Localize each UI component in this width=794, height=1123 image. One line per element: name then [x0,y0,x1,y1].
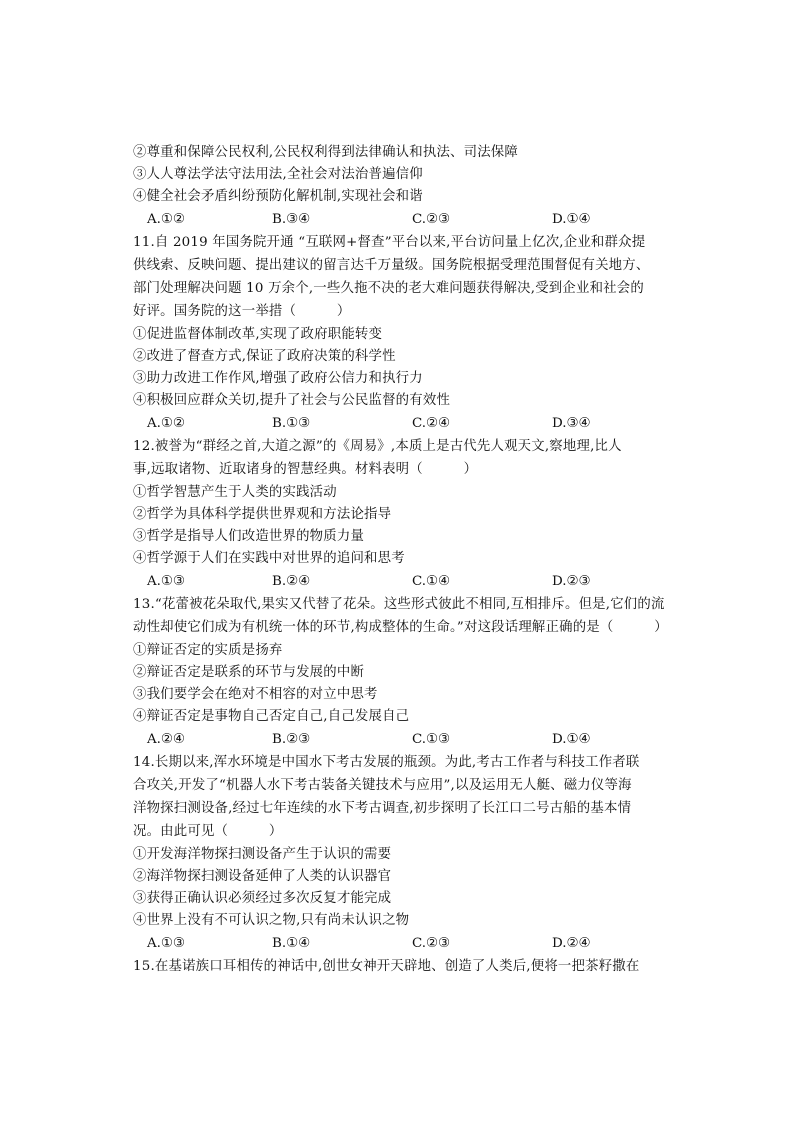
q12-option-c[interactable]: C.①④ [412,574,451,589]
q10-item-4: ④健全社会矛盾纠纷预防化解机制,实现社会和谐 [133,189,423,204]
q12-option-a[interactable]: A.①③ [147,574,185,589]
q14-options [147,934,667,954]
q11-stem-line-2: 供线索、反映问题、提出建议的留言达千万量级。国务院根据受理范围督促有关地方、 [133,258,650,273]
q14-item-1: ①开发海洋物探扫测设备产生于认识的需要 [133,847,392,862]
q11-item-3: ③助力改进工作作风,增强了政府公信力和执行力 [133,371,423,386]
q14-stem-line-3: 洋物探扫测设备,经过七年连续的水下考古调查,初步探明了长江口二号古船的基本情 [133,801,632,816]
q14-stem-line-1: 14.长期以来,浑水环境是中国水下考古发展的瓶颈。为此,考古工作者与科技工作者联 [133,755,640,770]
q14-item-4: ④世界上没有不可认识之物,只有尚未认识之物 [133,913,410,928]
q13-option-b[interactable]: B.②③ [272,732,311,747]
q10-option-b[interactable]: B.③④ [272,212,311,227]
q10-option-c[interactable]: C.②③ [412,212,451,227]
q11-item-1: ①促进监督体制改革,实现了政府职能转变 [133,327,383,342]
q13-item-2: ②辩证否定是联系的环节与发展的中断 [133,665,365,680]
q10-item-3: ③人人尊法学法守法用法,全社会对法治普遍信仰 [133,167,423,182]
q12-option-b[interactable]: B.②④ [272,574,311,589]
q12-item-4: ④哲学源于人们在实践中对世界的追问和思考 [133,551,405,566]
q14-option-c[interactable]: C.②③ [412,936,451,951]
q13-item-4: ④辩证否定是事物自己否定自己,自己发展自己 [133,709,410,724]
q11-stem-line-4: 好评。国务院的这一举措（ ） [133,304,351,319]
q11-option-d[interactable]: D.③④ [552,416,591,431]
q14-option-d[interactable]: D.②④ [552,936,591,951]
q13-options [147,730,667,750]
q11-stem-line-3: 部门处理解决问题 10 万余个,一些久拖不决的老大难问题获得解决,受到企业和社会的 [133,281,644,296]
q11-option-a[interactable]: A.①② [147,416,185,431]
q14-stem-line-4: 况。由此可见（ ） [133,824,283,839]
q13-item-1: ①辩证否定的实质是扬弃 [133,643,283,658]
q12-item-3: ③哲学是指导人们改造世界的物质力量 [133,529,365,544]
q11-stem-line-1: 11.自 2019 年国务院开通 “互联网+督查”平台以来,平台访问量上亿次,企业和群众提 [133,235,646,250]
q12-item-1: ①哲学智慧产生于人类的实践活动 [133,485,337,500]
q12-stem-line-1: 12.被誉为“群经之首,大道之源”的《周易》,本质上是古代先人观天文,察地理,比人 [133,439,622,454]
q10-option-a[interactable]: A.①② [147,212,185,227]
q12-item-2: ②哲学为具体科学提供世界观和方法论指导 [133,507,392,522]
q12-stem-line-2: 事,远取诸物、近取诸身的智慧经典。材料表明（ ） [133,462,478,477]
q13-stem-line-2: 动性却使它们成为有机统一体的环节,构成整体的生命。”对这段话理解正确的是（ ） [133,620,668,635]
q11-item-4: ④积极回应群众关切,提升了社会与公民监督的有效性 [133,393,451,408]
q10-option-d[interactable]: D.①④ [552,212,591,227]
q10-item-2: ②尊重和保障公民权利,公民权利得到法律确认和执法、司法保障 [133,145,518,160]
q15-stem-line-1: 15.在基诺族口耳相传的神话中,创世女神开天辟地、创造了人类后,便将一把茶籽撒在 [133,959,640,974]
q11-option-b[interactable]: B.①③ [272,416,311,431]
q12-options [147,572,667,592]
q14-option-b[interactable]: B.①④ [272,936,311,951]
q13-option-c[interactable]: C.①③ [412,732,451,747]
q13-stem-line-1: 13.“花蕾被花朵取代,果实又代替了花朵。这些形式彼此不相同,互相排斥。但是,它们的流 [133,597,665,612]
q14-option-a[interactable]: A.①③ [147,936,185,951]
q13-item-3: ③我们要学会在绝对不相容的对立中思考 [133,687,378,702]
q14-stem-line-2: 合攻关,开发了“机器人水下考古装备关键技术与应用”,以及运用无人艇、磁力仪等海 [133,778,632,793]
q12-option-d[interactable]: D.②③ [552,574,591,589]
q10-options [147,210,667,230]
q13-option-d[interactable]: D.①④ [552,732,591,747]
q11-option-c[interactable]: C.②④ [412,416,451,431]
q11-item-2: ②改进了督查方式,保证了政府决策的科学性 [133,349,396,364]
q14-item-3: ③获得正确认识必须经过多次反复才能完成 [133,891,392,906]
q11-options [147,414,667,434]
q13-option-a[interactable]: A.②④ [147,732,185,747]
q14-item-2: ②海洋物探扫测设备延伸了人类的认识器官 [133,869,392,884]
